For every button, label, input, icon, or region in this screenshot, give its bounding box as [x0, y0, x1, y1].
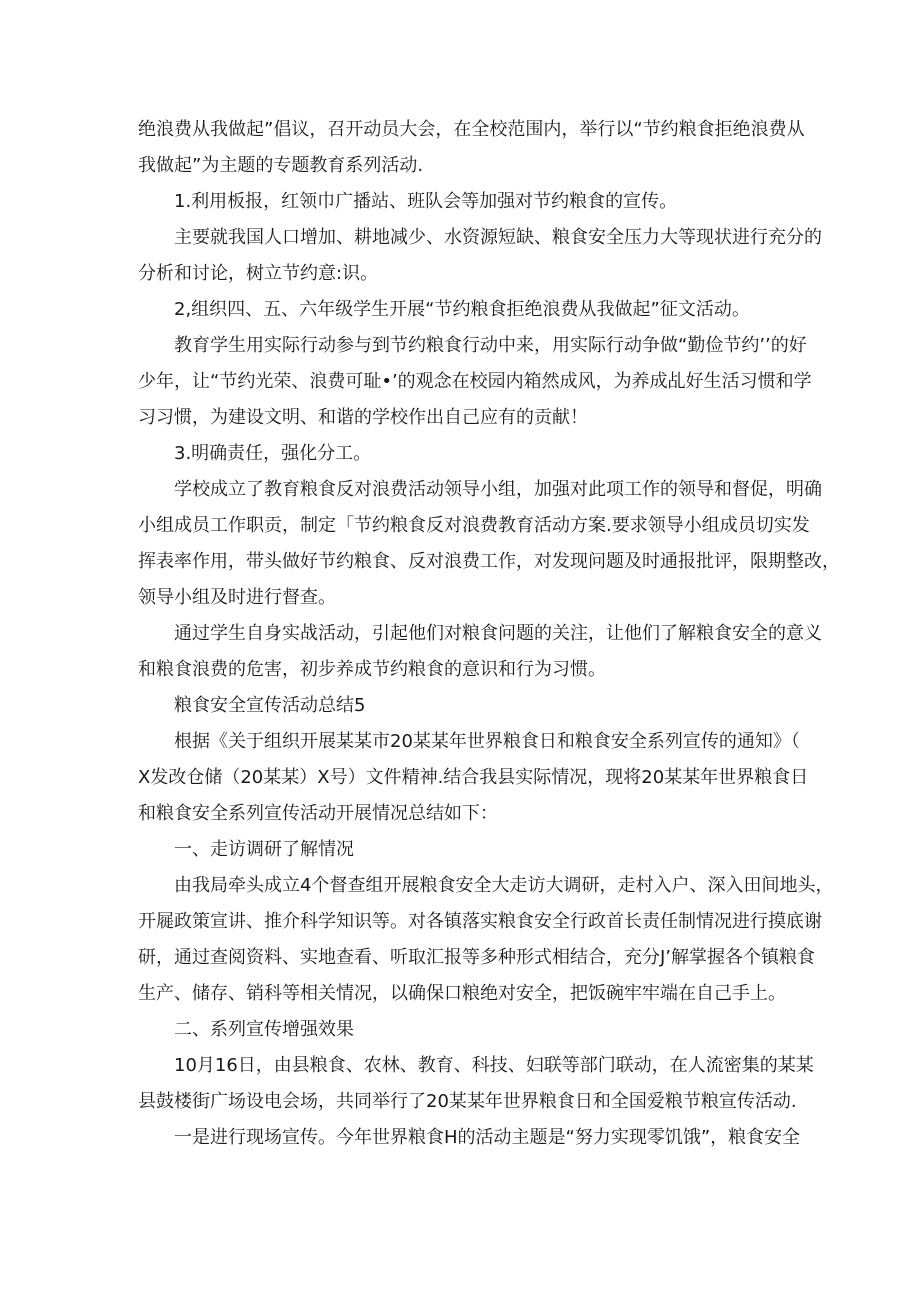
text-line: 生产、储存、销科等相关情况，以确保口粮绝对安全，把饭碗牢牢端在自己手上。 [138, 983, 786, 1004]
text-line: 主要就我国人口增加、耕地减少、水资源短缺、粮食安全压力大等现状进行充分的 [174, 227, 822, 248]
text-line: 10月16日，由县粮食、农林、教育、科技、妇联等部门联动，在人流密集的某某 [174, 1055, 814, 1076]
text-line: 小组成员工作职贡，制定「节约粮食反对浪费教育活动方案.要求领导小组成员切实发 [138, 515, 810, 536]
text-line: 一、走访调研了解情况 [174, 839, 354, 860]
text-line: 通过学生自身实战活动，引起他们对粮食问题的关注，让他们了解粮食安全的意义 [174, 623, 822, 644]
text-line: 研，通过查阅资料、实地查看、听取汇报等多种形式相结合，充分J’解掌握各个镇粮食 [138, 947, 816, 968]
text-line: 粮食安全宣传活动总结5 [174, 695, 366, 716]
text-line: 一是进行现场宣传。今年世界粮食H的活动主题是“努力实现零饥饿”，粮食安全 [174, 1127, 801, 1148]
text-line: 绝浪费从我做起”倡议，召开动员大会，在全校范围内，举行以“节约粮食拒绝浪费从 [138, 119, 805, 140]
text-line: 分析和讨论，树立节约意:识。 [138, 263, 379, 284]
text-line: 和粮食浪费的危害，初步养成节约粮食的意识和行为习惯。 [138, 659, 606, 680]
text-line: 挥表率作用，带头做好节约粮食、反对浪费工作，对发现问题及时通报批评，限期整改， [138, 551, 840, 572]
text-line: X发改仓储（20某某）X号）文件精神.结合我县实际情况，现将20某某年世界粮食日 [138, 767, 809, 788]
text-line: 习习惯，为建设文明、和谐的学校作出自己应有的贡献！ [138, 407, 588, 428]
text-line: 县鼓楼街广场设电会场，共同举行了20某某年世界粮食日和全国爱粮节粮宣传活动. [138, 1091, 797, 1112]
text-line: 二、系列宣传增强效果 [174, 1019, 354, 1040]
text-line: 开屣政策宣讲、推介科学知识等。对各镇落实粮食安全行政首长责任制情况进行摸底谢 [138, 911, 822, 932]
text-line: 我做起”为主题的专题教育系列活动. [138, 155, 424, 176]
text-line: 由我局牵头成立4个督查组开展粮食安全大走访大调研，走村入户、深入田间地头， [174, 875, 834, 896]
text-line: 教育学生用实际行动参与到节约粮食行动中来，用实际行动争做“勤俭节约’’的好 [174, 335, 807, 356]
text-line: 学校成立了教育粮食反对浪费活动领导小组，加强对此项工作的领导和督促，明确 [174, 479, 822, 500]
text-line: 2,组织四、五、六年级学生开展“节约粮食拒绝浪费从我做起”征文活动。 [174, 299, 750, 320]
document-body [138, 112, 840, 1156]
text-line: 根据《关于组织开展某某市20某某年世界粮食日和粮食安全系列宣传的通知》（ [174, 731, 800, 752]
text-line: 领导小组及时进行督查。 [138, 587, 336, 608]
text-line: 1.利用板报，红领巾广播站、班队会等加强对节约粮食的宣传。 [174, 191, 678, 212]
text-line: 和粮食安全系列宣传活动开展情况总结如下： [138, 803, 498, 824]
text-line: 少年，让“节约光荣、浪费可耻•’的观念在校园内箱然成风，为养成乩好生活习惯和学 [138, 371, 812, 392]
text-line: 3.明确责任，强化分工。 [174, 443, 372, 464]
